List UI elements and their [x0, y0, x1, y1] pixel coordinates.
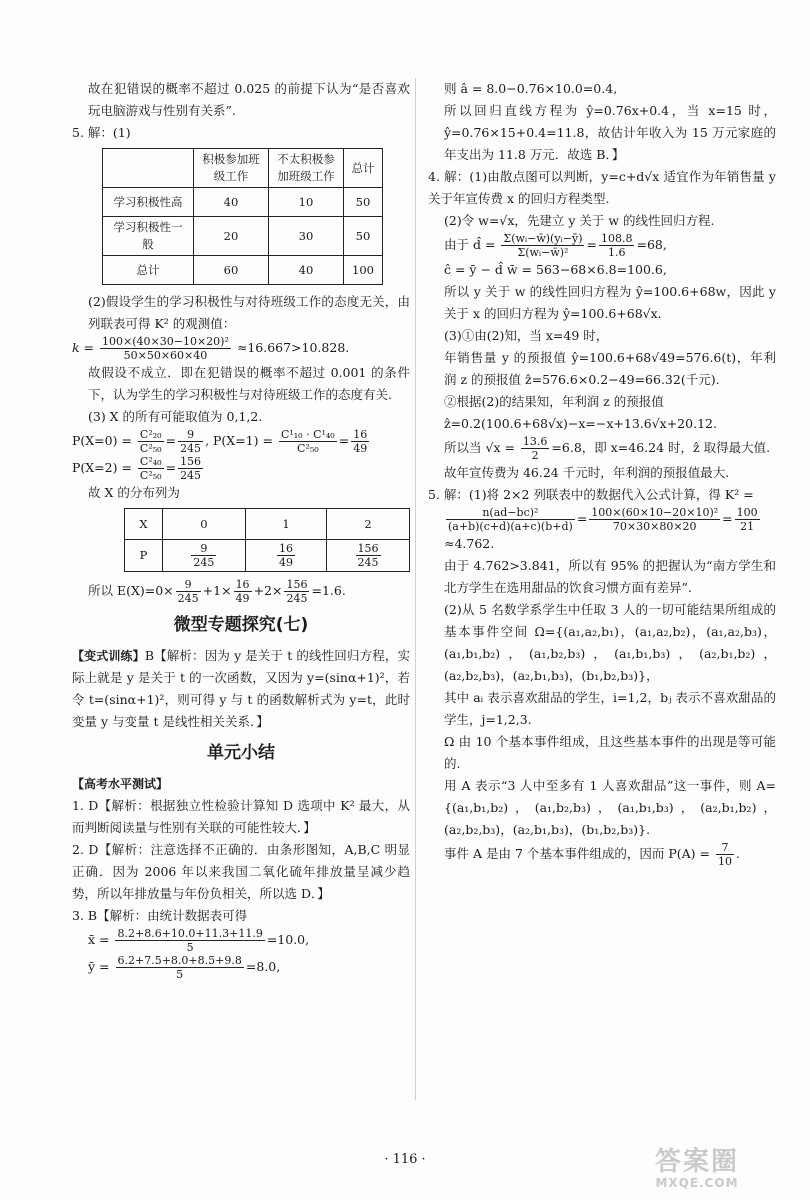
paragraph: ②根据(2)的结果知，年利润 z 的预报值: [444, 394, 664, 409]
paragraph: 由于 4.762>3.841，所以有 95% 的把握认为“南方学生和北方学生在选用甜品的饮食习惯方面有差异”.: [444, 558, 776, 595]
table-cell: 总计: [103, 256, 194, 285]
table-cell: 20: [194, 217, 269, 256]
table-row: [103, 188, 383, 217]
table-cell: 50: [344, 217, 383, 256]
formula-max: 所以当 √x = $\frac{13.6}{2}$ =6.8，即 x=46.24 时，ẑ 取得最大值.: [444, 435, 771, 462]
formula-px2: P(X=2) = $\frac{\text{C²₄₀}}{\text{C²₅₀}}$ = $\frac{156}{245}$: [72, 455, 202, 482]
left-column: [72, 78, 410, 981]
paragraph: ĉ = ȳ − d̂ w̄ = 563−68×6.8=100.6,: [444, 262, 667, 277]
formula-expectation: 所以 E(X)=0× $\frac{9}{245}$ +1× $\frac{16}{49}$ +2× $\frac{156}{245}$ =1.6.: [88, 578, 346, 605]
table-cell: 100: [344, 256, 383, 285]
paragraph: 5. 解：(1)将 2×2 列联表中的数据代入公式计算，得 K² =: [428, 487, 754, 502]
right-column: [428, 78, 776, 868]
paragraph: 故 X 的分布列为: [88, 485, 180, 500]
paragraph: 所以 y 关于 w 的线性回归方程为 ŷ=100.6+68w，因此 y 关于 x 的回归方程为 ŷ=100.6+68√x.: [444, 284, 776, 321]
question-label: 5. 解：(1): [72, 125, 131, 140]
paragraph: 故在犯错误的概率不超过 0.025 的前提下认为“是否喜欢玩电脑游戏与性别有关系”.: [88, 81, 410, 118]
section-heading: 单元小结: [207, 743, 275, 763]
table-cell: [103, 149, 194, 188]
formula-k2: $\frac{\text{n(ad−bc)²}}{(a+b)(c+d)(a+c)(b+d)}$ = $\frac{\text{100×(60×10−20×10)²}}{70\times 30\times 80\times 20}$ = $\frac{100}{21}$ ≈4.762.: [444, 506, 758, 551]
table-cell: $\frac{156}{245}$: [327, 540, 410, 572]
table-cell: $\frac{9}{245}$: [163, 540, 246, 572]
table-cell: 学习积极性一般: [103, 217, 194, 256]
formula-ybar: ȳ = $\frac{6.2+7.5+8.0+8.5+9.8}{5}$ =8.0,: [88, 954, 281, 981]
watermark-logo: 答案圈 MXQE.COM: [654, 1147, 739, 1190]
table-header-row: [103, 149, 383, 188]
page-number: · 116 ·: [384, 1152, 426, 1167]
table-cell: 40: [194, 188, 269, 217]
subsection-label: 【高考水平测试】: [72, 777, 169, 791]
table-cell: 总计: [344, 149, 383, 188]
section-heading: 微型专题探究(七): [173, 615, 309, 635]
table-cell: 1: [245, 509, 326, 540]
paragraph: 4. 解：(1)由散点图可以判断，y=c+d√x 适宜作为年销售量 y 关于年宣传费 x 的回归方程类型.: [428, 169, 776, 206]
paragraph: 所以回归直线方程为 ŷ=0.76x+0.4，当 x=15 时，ŷ=0.76×15+0.4=11.8，故估计年收入为 15 万元家庭的年支出为 11.8 万元．故选 B．】: [444, 103, 776, 162]
paragraph: (3)①由(2)知，当 x=49 时，: [444, 328, 609, 343]
table-cell: 50: [344, 188, 383, 217]
table-row: [103, 256, 383, 285]
paragraph: (2)令 w=√x，先建立 y 关于 w 的线性回归方程.: [444, 213, 715, 228]
paragraph: 3. B【解析：由统计数据表可得: [72, 908, 248, 923]
table-cell: 30: [269, 217, 344, 256]
paragraph: 故年宣传费为 46.24 千元时，年利润的预报值最大.: [444, 465, 730, 480]
table-row: [125, 509, 410, 540]
contingency-table: [102, 148, 383, 285]
paragraph: (2)从 5 名数学系学生中任取 3 人的一切可能结果所组成的基本事件空间 Ω={(a₁,a₂,b₁)，(a₁,a₂,b₂)，(a₁,a₂,b₃)，(a₁,b₁,b₂)，(a₁,b₂,b₃)，(a₁,b₁,b₃)，(a₂,b₁,b₂)，(a₂,b₂,b₃)，(a₂,b₁,b₃)，(b₁,b₂,b₃)}，: [444, 602, 776, 683]
table-cell: X: [125, 509, 163, 540]
formula-xbar: x̄ = $\frac{8.2+8.6+10.0+11.3+11.9}{5}$ =10.0,: [88, 927, 310, 954]
paragraph: 故假设不成立．即在犯错误的概率不超过 0.001 的条件下，认为学生的学习积极性与对待班级工作的态度有关.: [88, 365, 410, 402]
table-cell: 10: [269, 188, 344, 217]
table-cell: 40: [269, 256, 344, 285]
paragraph: 2. D【解析：注意选择不正确的．由条形图知，A,B,C 明显正确．因为 2006 年以来我国二氧化硫年排放量呈减少趋势，所以年排放量与年份负相关，所以选 D．】: [72, 842, 410, 901]
fraction: $\frac{\text{100×(40×30−10×20)²}}{50\times 50\times 60\times 40}$: [102, 335, 229, 362]
table-cell: 60: [194, 256, 269, 285]
paragraph: 【变式训练】B【解析：因为 y 是关于 t 的线性回归方程，实际上就是 y 是关于 t 的一次函数，又因为 y=(sinα+1)²，若令 t=(sinα+1)²，则可得 y 与 t 的函数解析式为 y=t，此时变量 y 与变量 t 是线性相关关系．】: [72, 648, 410, 729]
table-cell: 不太积极参加班级工作: [269, 149, 344, 188]
formula-d: 由于 d̂ = $\frac{\text{Σ(wᵢ−w̄)(yᵢ−ȳ)}}{\text{Σ(wᵢ−w̄)²}}$ = $\frac{108.8}{1.6}$ =68,: [444, 232, 667, 259]
table-cell: 0: [163, 509, 246, 540]
paragraph: 则 â = 8.0−0.76×10.0=0.4,: [444, 81, 618, 96]
paragraph: 用 A 表示“3 人中至多有 1 人喜欢甜品”这一事件，则 A={(a₁,b₁,b₂)，(a₁,b₂,b₃)，(a₁,b₁,b₃)，(a₂,b₁,b₂)，(a₂,b₂,b₃)，(a₂,b₁,b₃)，(b₁,b₂,b₃)}.: [444, 778, 776, 837]
paragraph: Ω 由 10 个基本事件组成，且这些基本事件的出现是等可能的.: [444, 734, 776, 771]
paragraph: 其中 aᵢ 表示喜欢甜品的学生，i=1,2，bⱼ 表示不喜欢甜品的学生，j=1,2,3.: [444, 690, 776, 727]
paragraph: 1. D【解析：根据独立性检验计算知 D 选项中 K² 最大，从而判断阅读量与性别有关联的可能性较大．】: [72, 798, 410, 835]
paragraph: ẑ=0.2(100.6+68√x)−x=−x+13.6√x+20.12.: [444, 416, 717, 431]
table-row: [103, 217, 383, 256]
table-cell: $\frac{16}{49}$: [245, 540, 326, 572]
formula-px0-px1: P(X=0) = $\frac{\text{C²₂₀}}{\text{C²₅₀}}$ = $\frac{9}{245}$ , P(X=1) = $\frac{\text{C¹₁₀ · C¹₄₀}}{\text{C²₅₀}}$ = $\frac{16}{49}$: [72, 428, 368, 455]
paragraph: (2)假设学生的学习积极性与对待班级工作的态度无关，由列联表可得 K² 的观测值：: [88, 294, 410, 331]
table-cell: 积极参加班级工作: [194, 149, 269, 188]
formula-pa: 事件 A 是由 7 个基本事件组成的，因而 P(A) = $\frac{7}{10}$ .: [444, 841, 740, 868]
table-cell: 学习积极性高: [103, 188, 194, 217]
table-row: [125, 540, 410, 572]
table-cell: 2: [327, 509, 410, 540]
column-divider: [415, 78, 416, 1100]
paragraph: (3) X 的所有可能取值为 0,1,2.: [88, 409, 263, 424]
formula-k: k = $\frac{\text{100×(40×30−10×20)²}}{50\times 50\times 60\times 40}$ ≈16.667>10.828.: [72, 335, 350, 362]
paragraph: 年销售量 y 的预报值 ŷ=100.6+68√49=576.6(t)，年利润 z 的预报值 ẑ=576.6×0.2−49=66.32(千元).: [444, 350, 776, 387]
distribution-table: [124, 508, 410, 572]
table-cell: P: [125, 540, 163, 572]
